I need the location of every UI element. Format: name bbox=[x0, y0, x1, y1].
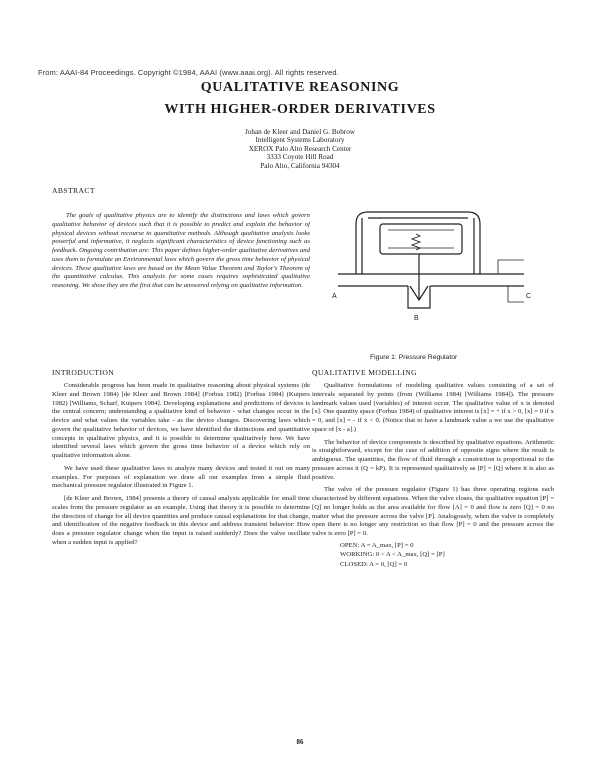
author-lab: Intelligent Systems Laboratory bbox=[255, 136, 345, 145]
abstract-heading: ABSTRACT bbox=[52, 186, 95, 195]
copyright-header: From: AAAI-84 Proceedings. Copyright ©1984, AAAI (www.aaai.org). All rights reserved. bbox=[38, 68, 339, 77]
equation-working: WORKING: 0 < A < A_max, [Q] = [P] bbox=[340, 551, 445, 559]
author-org: XEROX Palo Alto Research Center bbox=[248, 144, 352, 153]
label-b: B bbox=[414, 315, 419, 322]
author-city: Palo Alto, California 94304 bbox=[260, 161, 340, 170]
modelling-paragraph: The behavior of device components is described by qualitative equations. Arithmetic is straightforward, except for the case of addition of opposite signs where the result is ambiguous. The quantities, the flow of fluid through a constriction is proportional to the pressure across it (Q = kP). It is represented qualitatively as [P] = [Q] where it is also as positive. bbox=[312, 438, 554, 481]
equation-closed: CLOSED: A = 0, [Q] = 0 bbox=[340, 560, 408, 568]
modelling-paragraph: The valve of the pressure regulator (Figure 1) has three operating regions each characterized by different equations. When the valve closes, the qualitative equation [P] = [Q] no longer holds as the area available for flow [A] = 0 and flow is zero [Q] = 0 no matter what the pressure across the valve [P]. Analogously, when the valve is completely open there is no longer any restriction so that flow [P] = 0 and the pressure across the valve is zero [P] = 0. bbox=[312, 486, 554, 537]
modelling-heading: QUALITATIVE MODELLING bbox=[312, 368, 418, 377]
intro-body bbox=[52, 382, 310, 728]
page-number: 86 bbox=[296, 738, 304, 746]
figure-caption: Figure 1: Pressure Regulator bbox=[370, 354, 458, 361]
intro-paragraph: [de Kleer and Brown, 1984] presents a theory of causal analysis applicable for small time scales from the pressure regulator as an example. Using that theory it is possible to determine the direction of change for all device quantities and produce causal explanations for that change, and identification of the negative feedback in this device and address transient behavior: How does a pressure regulator change when the input is raised suddenly? Does the valve oscillate when a sudden input is applied? bbox=[52, 495, 310, 546]
modelling-paragraph: Qualitative formulations of modeling qualitative values consisting of a set of intervals separated by points (from (Williams 1984) [Williams 1984]). The pressure landmark values used (variables) of interest occur. The qualitative value of x is denoted [x]. One quantity space (Forbus 1984) of qualitative interest is [x] = + if x > 0, [x] = 0 if x = 0, and [x] = - if x < 0. (Notice that to have a landmark value a we use the qualitative space of [x - a].) bbox=[312, 382, 554, 433]
intro-paragraph: We have used these qualitative laws to analyze many devices and tested it out on many examples. For purposes of explanation we draw all our examples from a simple fluid mechanical pressure regulator illustrated in Figure 1. bbox=[52, 464, 310, 490]
label-a: A bbox=[332, 293, 337, 300]
paper-title-line-2: WITH HIGHER-ORDER DERIVATIVES bbox=[164, 102, 436, 117]
paper-title-line-1: QUALITATIVE REASONING bbox=[200, 80, 400, 95]
abstract-text: The goals of qualitative physics are to identify the distinctions and laws which govern qualitative behavior of devices such that it is possible to predict and explain the behavior of physical devices without recourse to quantitative methods. Although qualitative analysis looks powerful and informative, it neglects significant characteristics of device functioning such as feedback. Ongoing contribution are: This paper defines higher-order qualitative derivatives and uses them to formulate an Environmental laws which govern the gross time behavior of physical devices. These qualitative laws are based on the Mean Value Theorem and Taylor's Theorem of the quantitative calculus. This analysis for some cases requires sophisticated qualitative reasoning. We show they are the first that can be answered relying on qualitative information. bbox=[52, 212, 310, 289]
label-c: C bbox=[526, 293, 532, 300]
author-street: 3333 Coyote Hill Road bbox=[266, 153, 334, 162]
pressure-regulator-figure bbox=[328, 190, 542, 346]
equation-list bbox=[340, 541, 554, 570]
equation-open: OPEN: A = A_max, [P] = 0 bbox=[340, 541, 414, 549]
intro-heading: INTRODUCTION bbox=[52, 368, 115, 377]
author-block bbox=[200, 128, 400, 170]
modelling-body bbox=[312, 382, 554, 722]
author-names: Johan de Kleer and Daniel G. Bobrow bbox=[245, 128, 355, 136]
intro-paragraph: Considerable progress has been made in qualitative reasoning about physical systems (de Kleer and Brown 1984) [de Kleer and Brown 1984] (Forbus 1982) [Forbus 1984] (Kuipers 1982) [Williams, Scharf, Kuipers 1984]. Developing explanations and predictions of devices is the central concern; understanding a qualitative kind of behavior - what changes occur in the device and what values the variables take - as the device changes. Discovering laws which govern the qualitative behavior of devices, we have identified the distinctions and quantitative concepts in qualitative physics, and it is possible to determine qualitatively how. We have identified several laws which govern the gross time behavior of a device which rely on qualitative information alone. bbox=[52, 382, 310, 459]
